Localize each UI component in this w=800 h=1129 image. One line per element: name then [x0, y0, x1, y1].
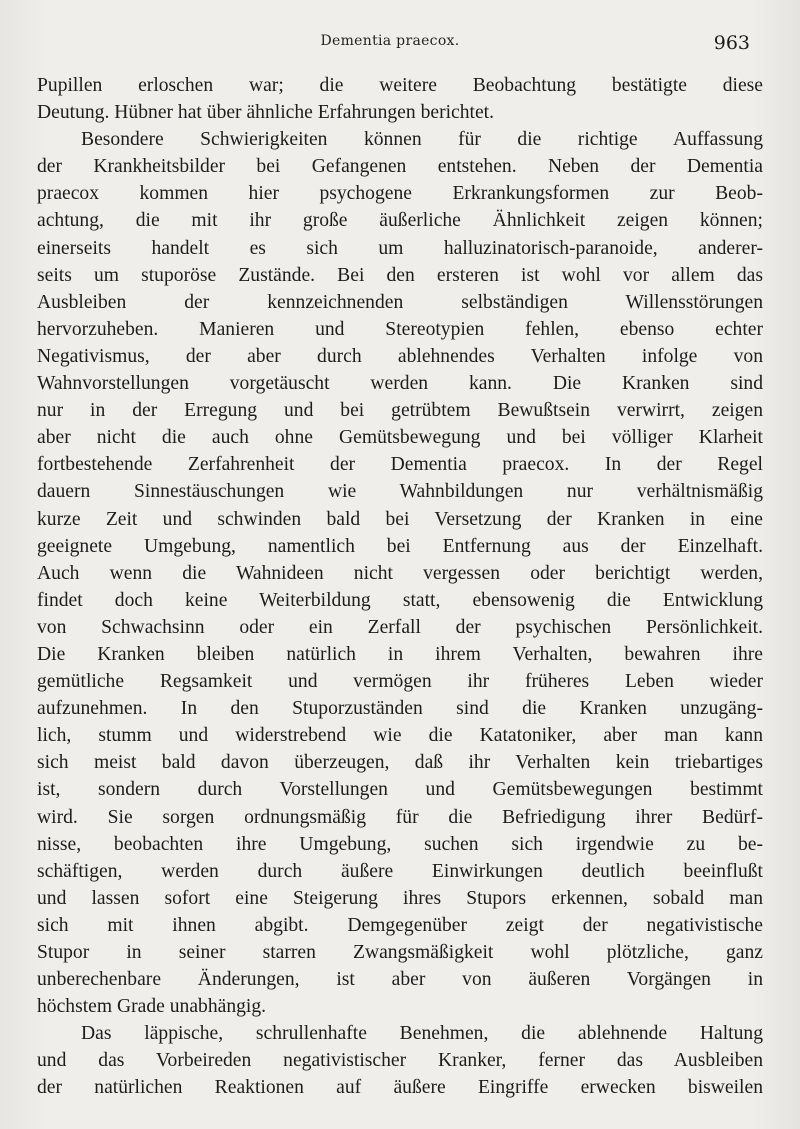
text-line: höchstem Grade unabhängig.	[37, 996, 267, 1018]
text-line: Die Kranken bleiben natürlich in ihrem Verhalten, bewahren ihre	[37, 643, 763, 665]
paragraph-3	[37, 1020, 763, 1101]
text-line: ist, sondern durch Vorstellungen und Gemütsbewegungen bestimmt	[37, 779, 763, 801]
text-line: und lassen sofort eine Steigerung ihres Stupors erkennen, sobald man	[37, 887, 763, 909]
text-line: wird. Sie sorgen ordnungsmäßig für die Befriedigung ihrer Bedürf-	[37, 806, 763, 828]
text-line: und das Vorbeireden negativistischer Kranker, ferner das Ausbleiben	[37, 1050, 763, 1072]
running-title: Dementia praecox.	[320, 33, 460, 49]
text-line: gemütliche Regsamkeit und vermögen ihr früheres Leben wieder	[37, 671, 763, 693]
text-line: nur in der Erregung und bei getrübtem Bewußtsein verwirrt, zeigen	[37, 400, 763, 422]
text-line: schäftigen, werden durch äußere Einwirkungen deutlich beeinflußt	[37, 860, 763, 882]
body-text	[37, 72, 763, 1102]
paragraph-2	[37, 126, 763, 1020]
text-line: lich, stumm und widerstrebend wie die Katatoniker, aber man kann	[37, 725, 763, 747]
text-line: einerseits handelt es sich um halluzinatorisch-paranoide, anderer-	[37, 237, 763, 259]
text-line: dauern Sinnestäuschungen wie Wahnbildungen nur verhältnismäßig	[37, 481, 763, 503]
text-line: nisse, beobachten ihre Umgebung, suchen sich irgendwie zu be-	[37, 833, 763, 855]
text-line: seits um stuporöse Zustände. Bei den ersteren ist wohl vor allem das	[37, 264, 763, 286]
text-line: praecox kommen hier psychogene Erkrankungsformen zur Beob-	[37, 183, 763, 205]
text-line: von Schwachsinn oder ein Zerfall der psychischen Persönlichkeit.	[37, 616, 763, 638]
text-line: kurze Zeit und schwinden bald bei Versetzung der Kranken in eine	[37, 508, 763, 530]
page-number: 963	[713, 32, 750, 54]
text-line: der natürlichen Reaktionen auf äußere Eingriffe erwecken bisweilen	[37, 1077, 763, 1099]
text-line: Deutung. Hübner hat über ähnliche Erfahrungen berichtet.	[37, 102, 495, 124]
text-line: aber nicht die auch ohne Gemütsbewegung und bei völliger Klarheit	[37, 427, 763, 449]
text-line: sich meist bald davon überzeugen, daß ihr Verhalten kein triebartiges	[37, 752, 763, 774]
text-line: Das läppische, schrullenhafte Benehmen, die ablehnende Haltung	[81, 1023, 763, 1045]
text-line: Auch wenn die Wahnideen nicht vergessen oder berichtigt werden,	[37, 562, 763, 584]
text-line: aufzunehmen. In den Stuporzuständen sind die Kranken unzugäng-	[37, 698, 763, 720]
paragraph-1	[37, 72, 763, 126]
text-line: Wahnvorstellungen vorgetäuscht werden kann. Die Kranken sind	[37, 373, 763, 395]
text-line: Besondere Schwierigkeiten können für die richtige Auffassung	[81, 129, 763, 151]
text-line: der Krankheitsbilder bei Gefangenen entstehen. Neben der Dementia	[37, 156, 763, 178]
text-line: Stupor in seiner starren Zwangsmäßigkeit wohl plötzliche, ganz	[37, 942, 763, 963]
text-line: Negativismus, der aber durch ablehnendes Verhalten infolge von	[37, 345, 763, 367]
text-line: sich mit ihnen abgibt. Demgegenüber zeigt der negativistische	[37, 914, 763, 936]
text-line: Pupillen erloschen war; die weitere Beobachtung bestätigte diese	[37, 75, 763, 96]
text-line: geeignete Umgebung, namentlich bei Entfernung aus der Einzelhaft.	[37, 535, 763, 557]
text-line: achtung, die mit ihr große äußerliche Ähnlichkeit zeigen können;	[37, 210, 763, 232]
text-line: findet doch keine Weiterbildung statt, ebensowenig die Entwicklung	[37, 589, 763, 611]
text-line: fortbestehende Zerfahrenheit der Dementia praecox. In der Regel	[37, 454, 763, 476]
text-line: unberechenbare Änderungen, ist aber von äußeren Vorgängen in	[37, 969, 763, 991]
text-line: Ausbleiben der kennzeichnenden selbständigen Willensstörungen	[37, 291, 763, 313]
text-line: hervorzuheben. Manieren und Stereotypien fehlen, ebenso echter	[37, 318, 763, 340]
